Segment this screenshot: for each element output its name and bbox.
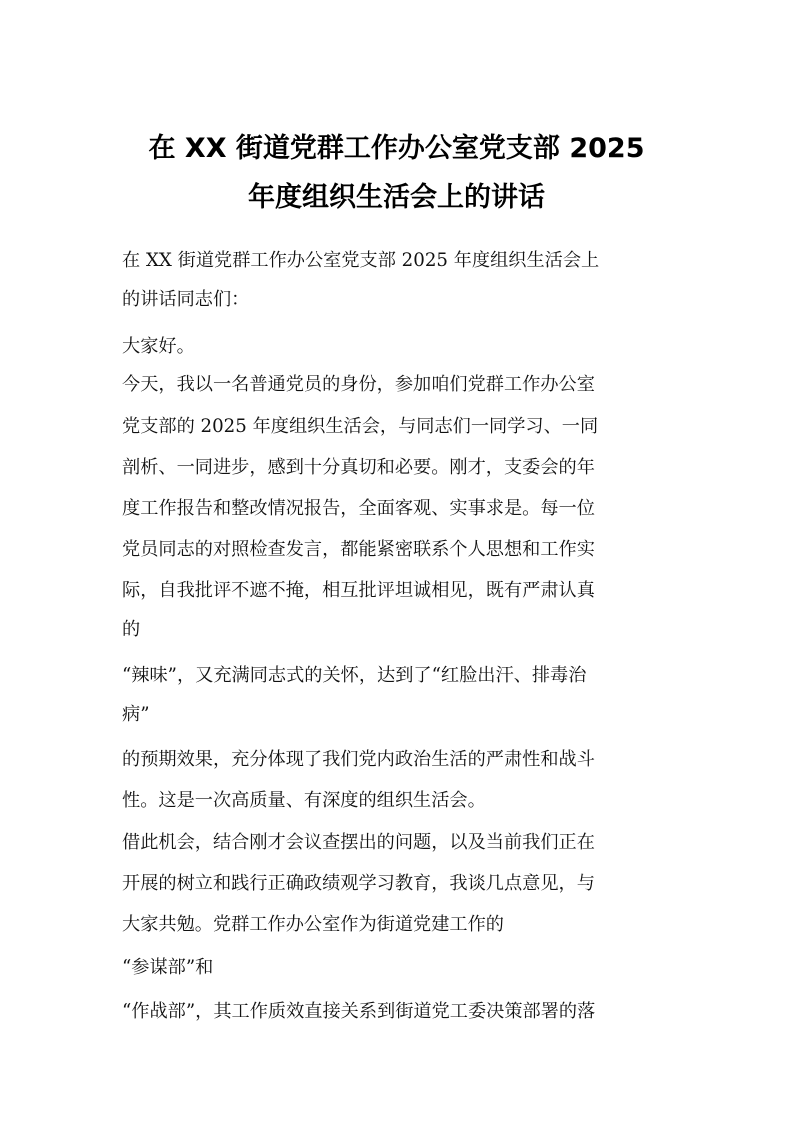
body-line: “辣味”，又充满同志式的关怀，达到了“红脸出汗、排毒治 xyxy=(122,665,587,686)
body-line: 大家好。 xyxy=(122,336,195,357)
body-line: 在 XX 街道党群工作办公室党支部 2025 年度组织生活会上 xyxy=(122,250,600,271)
body-line: 的讲话同志们： xyxy=(122,289,250,310)
body-line: 剖析、一同进步，感到十分真切和必要。刚才，支委会的年 xyxy=(122,457,595,478)
body-line: 今天，我以一名普通党员的身份，参加咱们党群工作办公室 xyxy=(122,374,595,395)
body-line: 开展的树立和践行正确政绩观学习教育，我谈几点意见，与 xyxy=(122,873,595,894)
title-line-2: 年度组织生活会上的讲话 xyxy=(248,182,545,213)
body-line: 的预期效果，充分体现了我们党内政治生活的严肃性和战斗 xyxy=(122,749,595,770)
body-line: 病” xyxy=(122,704,150,725)
body-line: 党支部的 2025 年度组织生活会，与同志们一同学习、一同 xyxy=(122,416,599,437)
title-line-1: 在 XX 街道党群工作办公室党支部 2025 xyxy=(148,133,645,164)
body-line: 大家共勉。党群工作办公室作为街道党建工作的 xyxy=(122,914,504,935)
body-line: 度工作报告和整改情况报告，全面客观、实事求是。每一位 xyxy=(122,498,595,519)
body-line: 党员同志的对照检查发言，都能紧密联系个人思想和工作实 xyxy=(122,539,595,560)
body-line: 的 xyxy=(122,619,141,640)
body-line: “参谋部”和 xyxy=(122,957,214,978)
body-line: 借此机会，结合刚才会议查摆出的问题，以及当前我们正在 xyxy=(122,832,595,853)
body-line: “作战部”，其工作质效直接关系到街道党工委决策部署的落 xyxy=(122,1001,596,1022)
body-line: 性。这是一次高质量、有深度的组织生活会。 xyxy=(122,790,486,811)
body-line: 际，自我批评不遮不掩，相互批评坦诚相见，既有严肃认真 xyxy=(122,580,595,601)
